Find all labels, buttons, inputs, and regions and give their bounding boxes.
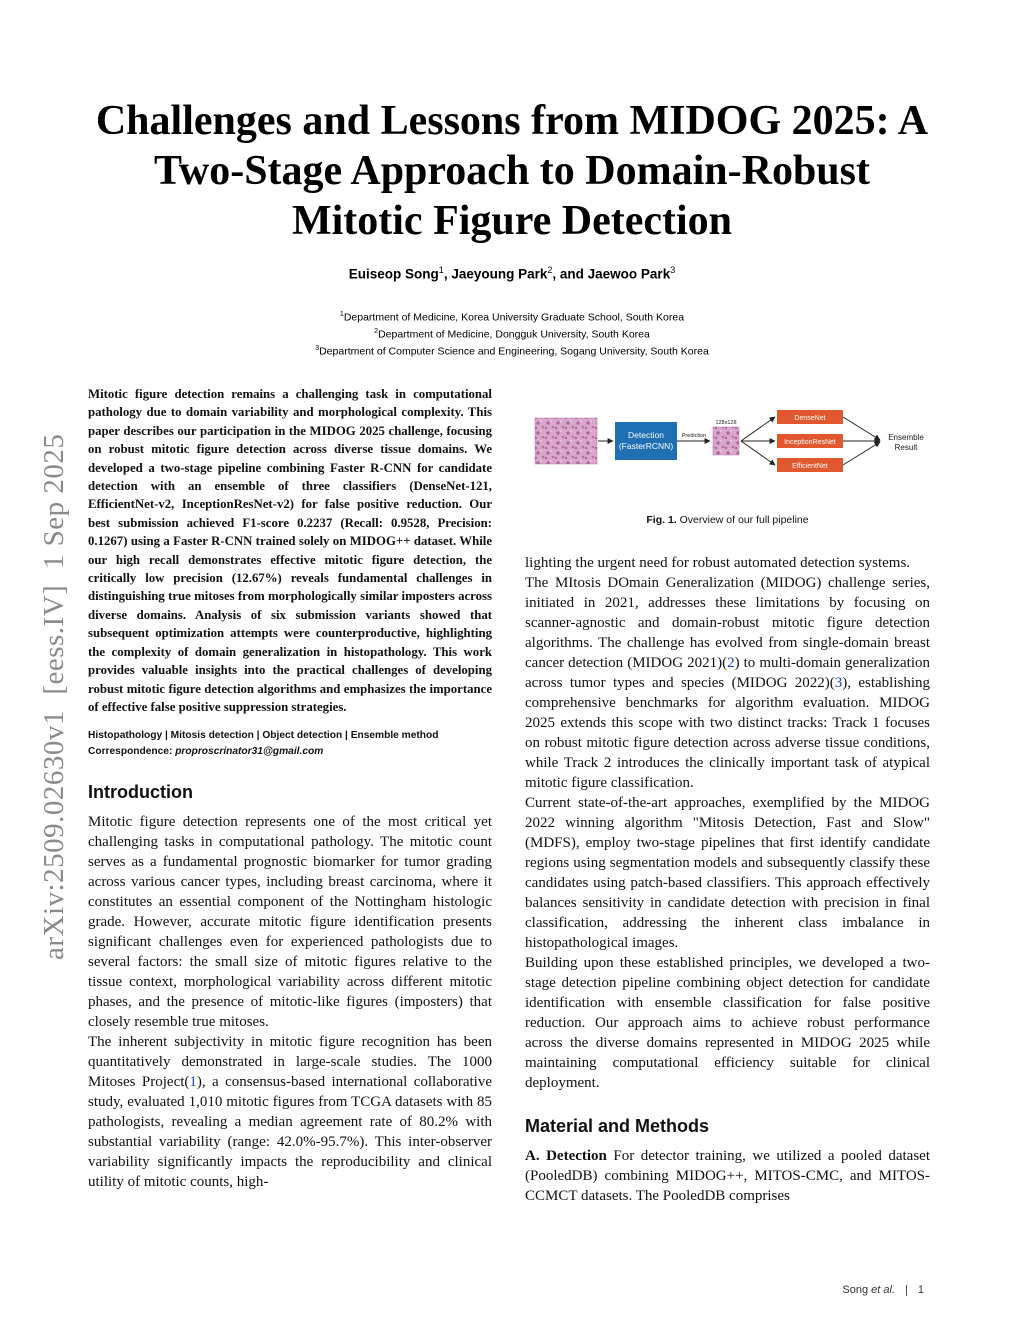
- tissue-image: [535, 418, 597, 464]
- figure-caption-label: Fig. 1.: [646, 514, 677, 526]
- correspondence-label: Correspondence:: [88, 746, 173, 758]
- title-line-1: Challenges and Lessons from MIDOG 2025: A: [95, 98, 929, 144]
- figure-1: [525, 390, 930, 526]
- affiliation-mark: 2: [374, 328, 379, 335]
- footer-separator: |: [905, 1284, 908, 1296]
- arrow-to-classifier: [741, 417, 775, 441]
- title-line-2: Two-Stage Approach to Domain-Robust: [153, 148, 870, 194]
- prediction-label: Prediction: [681, 433, 707, 439]
- arrow-to-ensemble: [843, 417, 880, 440]
- left-column: [88, 385, 492, 1192]
- intro-heading: Introduction: [88, 782, 193, 803]
- affiliation-list: [0, 308, 1024, 359]
- author-name: Euiseop Song: [348, 266, 439, 282]
- text-run: For detector training, we utilized a pooled dataset (PooledDB) combining MIDOG++, MITOS-CMC, and MITOS-CCMCT datasets. The PooledDB comprises: [525, 1148, 930, 1204]
- keywords: Histopathology | Mitosis detection | Object detection | Ensemble method: [88, 730, 439, 742]
- methods-heading: Material and Methods: [525, 1116, 710, 1136]
- figure-caption-text: Overview of our full pipeline: [676, 514, 809, 526]
- page-number: 1: [917, 1284, 924, 1296]
- pipeline-diagram: [525, 390, 930, 490]
- author-name: Jaewoo Park: [587, 266, 671, 282]
- author-list: [0, 265, 1024, 282]
- classifier-label: DenseNet: [794, 415, 826, 422]
- figure-caption: [525, 514, 930, 526]
- arrow-to-classifier: [741, 441, 775, 465]
- affiliation-mark: 1: [339, 311, 344, 318]
- arrow-to-ensemble: [843, 442, 880, 465]
- detection-label: Detection: [628, 430, 664, 440]
- author-separator: , and: [552, 266, 588, 282]
- subsection-runin: A. Detection: [525, 1148, 607, 1164]
- right-column: [525, 553, 930, 1206]
- ensemble-sublabel: Result: [894, 443, 918, 452]
- author-affiliation-mark: 2: [547, 265, 553, 275]
- text-run: ), a consensus-based international collaborative study, evaluated 1,010 mitotic figures from TCGA datasets with 85 pathologists, revealing a median agreement rate of 80.2% with substantial variability (range: 42.0%-95.7%). This inter-observer variability significantly impacts the reproducibility and clinical utility of mitotic counts, high-: [88, 1074, 492, 1191]
- correspondence-email[interactable]: proproscrinator31@gmail.com: [175, 746, 324, 758]
- intro-paragraph: [525, 573, 930, 793]
- correspondence: [88, 744, 492, 760]
- intro-paragraph: lighting the urgent need for robust automated detection systems.: [525, 555, 911, 571]
- affiliation: [0, 325, 1024, 342]
- affiliation-text: Department of Medicine, Korea University Graduate School, South Korea: [343, 311, 685, 324]
- citation-link[interactable]: 2: [727, 655, 735, 671]
- page-title: [80, 96, 944, 246]
- affiliation-text: Department of Medicine, Dongguk University, South Korea: [378, 328, 650, 341]
- page-footer: [842, 1284, 924, 1296]
- affiliation: [0, 308, 1024, 325]
- citation-link[interactable]: 3: [834, 675, 843, 691]
- keywords-block: [88, 728, 492, 760]
- detection-sublabel: (FasterRCNN): [618, 441, 674, 451]
- affiliation-text: Department of Computer Science and Engineering, Sogang University, South Korea: [319, 345, 709, 358]
- methods-paragraph: [525, 1146, 930, 1206]
- affiliation: [0, 342, 1024, 359]
- arxiv-stamp: arXiv:2509.02630v1 [eess.IV] 1 Sep 2025: [38, 433, 70, 960]
- classifier-label: EfficientNet: [792, 463, 828, 470]
- author-separator: ,: [443, 266, 452, 282]
- patch-size-label: 128x128: [715, 420, 737, 426]
- text-run: The MItosis DOmain Generalization (MIDOG) challenge series, initiated in 2021, addresses these limitations by focusing on scanner-agnostic and domain-robust mitotic figure detection algorithms. The challenge has evolved from single-domain breast cancer detection (MIDOG 2021)(: [525, 575, 930, 671]
- patch-image: [713, 427, 739, 455]
- text-run: ), establishing comprehensive benchmarks for algorithm evaluation. MIDOG 2025 extends this scope with two distinct tracks: Track 1 focuses on robust mitotic figure detection across adverse tissue conditions, while Track 2 introduces the clinically important task of atypical mitotic figure classification.: [525, 675, 930, 791]
- footer-author: Song: [842, 1284, 872, 1296]
- title-line-3: Mitotic Figure Detection: [291, 198, 733, 244]
- intro-paragraph: Current state-of-the-art approaches, exemplified by the MIDOG 2022 winning algorithm "Mitosis Detection, Fast and Slow" (MDFS), employ two-stage pipelines that first identify candidate regions using segmentation models and subsequently classify these candidates using patch-based classifiers. This approach effectively balances sensitivity in candidate detection with precision in final classification, addressing the inherent class imbalance in histopathological images.: [525, 795, 930, 951]
- classifier-label: InceptionResNet: [784, 439, 836, 446]
- intro-paragraph: Building upon these established principles, we developed a two-stage detection pipeline combining object detection for candidate identification with ensemble classification for false positive reduction. Our approach aims to achieve robust performance across the diverse domains represented in MIDOG 2025 while maintaining computational efficiency suitable for clinical deployment.: [525, 955, 930, 1091]
- abstract: Mitotic figure detection remains a challenging task in computational pathology due to domain variability and morphological complexity. This paper describes our participation in the MIDOG 2025 challenge, focusing on robust mitotic figure detection across diverse tissue domains. We developed a two-stage pipeline combining Faster R-CNN for candidate detection with an ensemble of three classifiers (DenseNet-121, EfficientNet-v2, InceptionResNet-v2) for false positive reduction. Our best submission achieved F1-score 0.2237 (Recall: 0.9528, Precision: 0.1267) using a Faster R-CNN trained solely on MIDOG++ dataset. While our high recall demonstrates effective mitotic figure detection, the critically low precision (12.67%) reveals fundamental challenges in distinguishing true mitoses from morphologically similar imposters across diverse domains. Analysis of six submission variants showed that subsequent optimization attempts were counterproductive, highlighting the complexity of domain generalization in histopathology. This work provides valuable insights into the practical challenges of developing robust mitotic figure detection algorithms and emphasizes the importance of effective false positive suppression strategies.: [88, 387, 492, 714]
- intro-paragraph: Mitotic figure detection represents one of the most critical yet challenging tasks in computational pathology. The mitotic count serves as a fundamental prognostic biomarker for tumor grading across various cancer types, including breast carcinoma, where it constitutes an essential component of the Nottingham histologic grade. However, accurate mitotic figure identification presents significant challenges even for experienced pathologists due to several factors: the small size of mitotic figures relative to the tissue context, morphological variability across different mitotic phases, and the presence of mitotic-like figures (imposters) that closely resemble true mitoses.: [88, 814, 492, 1031]
- author-affiliation-mark: 3: [670, 265, 676, 275]
- footer-etal: et al.: [871, 1284, 896, 1296]
- affiliation-mark: 3: [315, 345, 320, 352]
- text-run: ) to multi-domain generalization across tumor types and species (MIDOG 2022)(: [525, 655, 931, 691]
- author-affiliation-mark: 1: [438, 265, 444, 275]
- ensemble-label: Ensemble: [888, 433, 924, 442]
- text-run: The inherent subjectivity in mitotic figure recognition has been quantitatively demonstrated in large-scale studies. The 1000 Mitoses Project(: [88, 1034, 492, 1091]
- author-name: Jaeyoung Park: [451, 266, 548, 282]
- citation-link[interactable]: 1: [189, 1074, 197, 1091]
- intro-paragraph: [88, 1032, 492, 1192]
